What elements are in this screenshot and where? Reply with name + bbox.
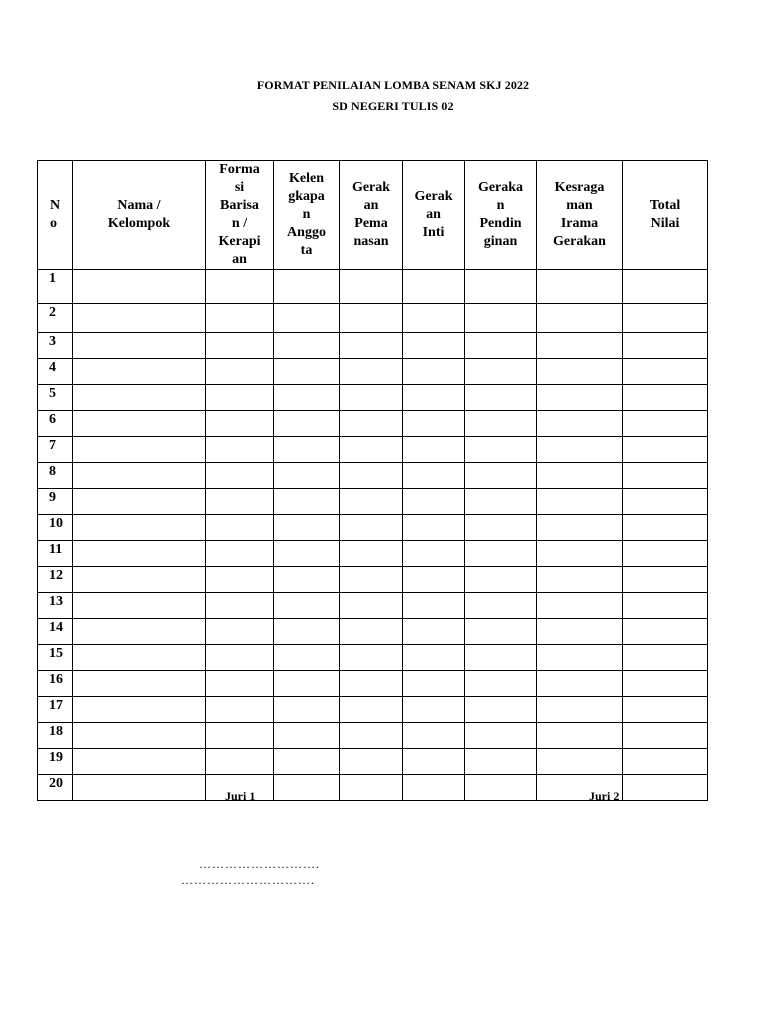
score-cell [340,515,403,541]
header-text-line: nasan [353,234,389,249]
score-cell [340,671,403,697]
score-cell [623,385,708,411]
score-cell [206,437,274,463]
header-text-line: si [234,180,245,195]
table-row [38,645,708,671]
row-number: 10 [38,515,73,541]
score-cell [274,489,340,515]
score-table [37,160,708,801]
header-text-line: Kelompok [107,216,171,231]
row-number: 5 [38,385,73,411]
score-cell [623,619,708,645]
score-cell [403,723,465,749]
table-row [38,489,708,515]
table-row [38,385,708,411]
score-cell [73,359,206,385]
score-cell [206,567,274,593]
score-cell [73,333,206,359]
table-row [38,671,708,697]
header-text-line: Nama / [117,198,161,213]
score-cell [340,411,403,437]
header-text-line: ginan [483,234,518,249]
score-cell [340,697,403,723]
header-text-line: Geraka [477,180,524,195]
score-cell [537,270,623,304]
score-cell [465,359,537,385]
score-cell [274,749,340,775]
score-cell [537,515,623,541]
score-cell [274,671,340,697]
score-cell [73,749,206,775]
score-cell [340,489,403,515]
school-name: SD NEGERI TULIS 02 [332,99,454,113]
header-text-line: Kesraga [554,180,605,195]
header-text-line: Kelen [289,171,324,186]
score-cell [403,671,465,697]
score-cell [537,619,623,645]
score-cell [537,304,623,333]
score-cell [340,775,403,801]
header-text-line: Forma [219,162,260,177]
header-gerakan-pendinginan [465,161,537,270]
table-row [38,515,708,541]
score-cell [465,515,537,541]
header-text-line: o [50,216,57,231]
score-cell [403,359,465,385]
table-row [38,593,708,619]
score-cell [623,515,708,541]
header-formasi-barisan [206,161,274,270]
score-cell [340,567,403,593]
score-cell [206,697,274,723]
score-cell [623,411,708,437]
score-cell [206,645,274,671]
score-cell [465,619,537,645]
header-text-line: Pema [354,216,388,231]
header-nama-kelompok [73,161,206,270]
score-cell [537,411,623,437]
score-cell [206,411,274,437]
score-cell [465,723,537,749]
table-row [38,437,708,463]
score-cell [465,749,537,775]
score-cell [403,593,465,619]
score-cell [206,463,274,489]
score-cell [340,619,403,645]
score-cell [465,437,537,463]
score-cell [403,619,465,645]
score-cell [403,304,465,333]
score-cell [206,671,274,697]
header-text-line: Kerapi [218,234,261,249]
table-row [38,541,708,567]
score-cell [465,489,537,515]
score-cell [206,359,274,385]
score-cell [623,567,708,593]
score-cell [465,671,537,697]
score-cell [465,775,537,801]
score-cell [537,645,623,671]
judge-2-label: Juri 2 [589,789,620,803]
score-cell [623,359,708,385]
score-cell [274,619,340,645]
score-cell [73,437,206,463]
header-text-line: Barisa [220,198,259,213]
score-cell [340,749,403,775]
score-cell [73,541,206,567]
score-cell [623,304,708,333]
header-text-line: an [426,207,441,222]
score-cell [274,515,340,541]
header-text-line: an [232,252,247,267]
score-cell [73,645,206,671]
score-cell [465,333,537,359]
score-cell [623,697,708,723]
row-number: 11 [38,541,73,567]
score-cell [274,333,340,359]
score-cell [73,515,206,541]
score-cell [274,411,340,437]
row-number: 3 [38,333,73,359]
header-text-line: Gerakan [553,234,606,249]
score-cell [340,385,403,411]
judge-signature-line: ………………………. [199,857,320,871]
score-cell [403,567,465,593]
header-total-nilai [623,161,708,270]
score-cell [537,671,623,697]
score-cell [537,723,623,749]
header-text-line: Anggo [287,225,326,240]
score-cell [403,645,465,671]
score-cell [465,593,537,619]
table-row [38,411,708,437]
score-cell [537,359,623,385]
score-cell [73,304,206,333]
score-cell [465,697,537,723]
score-cell [340,359,403,385]
judge-signature-line: …………………………. [181,873,315,887]
header-text-line: n / [231,216,248,231]
header-text-line: an [363,198,379,213]
row-number: 13 [38,593,73,619]
score-cell [403,270,465,304]
score-cell [73,411,206,437]
table-header-row [38,161,708,270]
table-row [38,749,708,775]
score-cell [403,515,465,541]
header-kesragaman-irama [537,161,623,270]
row-number: 4 [38,359,73,385]
score-cell [206,270,274,304]
score-cell [73,385,206,411]
score-cell [623,671,708,697]
score-cell [73,463,206,489]
score-cell [623,749,708,775]
score-cell [274,463,340,489]
score-cell [465,270,537,304]
header-text-line: n [496,198,505,213]
table-row [38,567,708,593]
score-cell [206,593,274,619]
score-cell [73,619,206,645]
score-cell [403,775,465,801]
header-text-line: Total [649,198,681,213]
score-cell [623,489,708,515]
row-number: 16 [38,671,73,697]
score-cell [465,567,537,593]
score-cell [274,541,340,567]
score-cell [206,723,274,749]
table-row [38,359,708,385]
score-cell [274,385,340,411]
row-number: 17 [38,697,73,723]
row-number: 15 [38,645,73,671]
score-cell [73,489,206,515]
table-row [38,270,708,304]
header-text-line: ta [300,243,313,258]
table-row [38,697,708,723]
score-cell [623,723,708,749]
score-cell [274,593,340,619]
score-cell [206,515,274,541]
header-text-line: Nilai [650,216,680,231]
header-text-line: man [566,198,593,213]
table-row [38,723,708,749]
score-cell [623,593,708,619]
score-cell [73,567,206,593]
score-cell [537,437,623,463]
row-number: 18 [38,723,73,749]
score-cell [623,463,708,489]
header-kelengkapan-anggota [274,161,340,270]
score-cell [537,333,623,359]
score-cell [623,333,708,359]
score-cell [537,697,623,723]
score-cell [340,333,403,359]
score-cell [537,463,623,489]
row-number: 8 [38,463,73,489]
score-cell [403,541,465,567]
score-cell [537,749,623,775]
row-number: 9 [38,489,73,515]
row-number: 1 [38,270,73,304]
score-cell [403,437,465,463]
score-cell [340,645,403,671]
score-cell [274,697,340,723]
row-number: 12 [38,567,73,593]
score-cell [206,619,274,645]
score-cell [274,723,340,749]
score-cell [206,333,274,359]
score-cell [340,270,403,304]
score-cell [465,541,537,567]
row-number: 2 [38,304,73,333]
score-cell [465,645,537,671]
table-row [38,333,708,359]
header-gerakan-pemanasan [340,161,403,270]
score-cell [537,385,623,411]
score-cell [274,270,340,304]
score-cell [623,775,708,801]
score-cell [403,489,465,515]
header-text-line: n [302,207,311,222]
header-text-line: Gerak [351,180,391,195]
form-title: FORMAT PENILAIAN LOMBA SENAM SKJ 2022 [256,78,530,92]
score-cell [206,304,274,333]
row-number: 19 [38,749,73,775]
score-cell [274,567,340,593]
score-cell [73,697,206,723]
score-cell [403,697,465,723]
score-cell [274,359,340,385]
header-no [38,161,73,270]
score-cell [340,593,403,619]
header-text-line: Gerak [414,189,453,204]
score-cell [73,270,206,304]
score-cell [537,567,623,593]
header-text-line: Irama [560,216,599,231]
score-cell [274,645,340,671]
score-cell [403,333,465,359]
score-cell [206,749,274,775]
score-cell [206,385,274,411]
header-gerakan-inti [403,161,465,270]
score-cell [537,593,623,619]
score-cell [73,723,206,749]
score-cell [274,437,340,463]
score-cell [403,749,465,775]
row-number: 14 [38,619,73,645]
score-cell [206,541,274,567]
table-row [38,619,708,645]
score-cell [537,541,623,567]
score-cell [403,385,465,411]
score-cell [73,671,206,697]
score-cell [623,270,708,304]
score-cell [340,541,403,567]
score-cell [73,775,206,801]
score-cell [340,463,403,489]
score-cell [623,437,708,463]
score-cell [340,723,403,749]
table-row [38,304,708,333]
score-cell [403,463,465,489]
row-number: 20 [38,775,73,801]
score-cell [340,304,403,333]
row-number: 7 [38,437,73,463]
score-cell [537,489,623,515]
score-cell [274,775,340,801]
score-cell [465,463,537,489]
table-row [38,463,708,489]
score-cell [465,304,537,333]
score-cell [465,411,537,437]
score-cell [73,593,206,619]
header-text-line: gkapa [288,189,325,204]
score-cell [403,411,465,437]
header-text-line: N [50,198,61,213]
row-number: 6 [38,411,73,437]
header-text-line: Inti [422,225,445,240]
score-cell [274,304,340,333]
score-cell [340,437,403,463]
score-cell [623,645,708,671]
score-cell [623,541,708,567]
score-cell [465,385,537,411]
score-cell [206,489,274,515]
header-text-line: Pendin [479,216,522,231]
judge-1-label: Juri 1 [225,789,256,803]
